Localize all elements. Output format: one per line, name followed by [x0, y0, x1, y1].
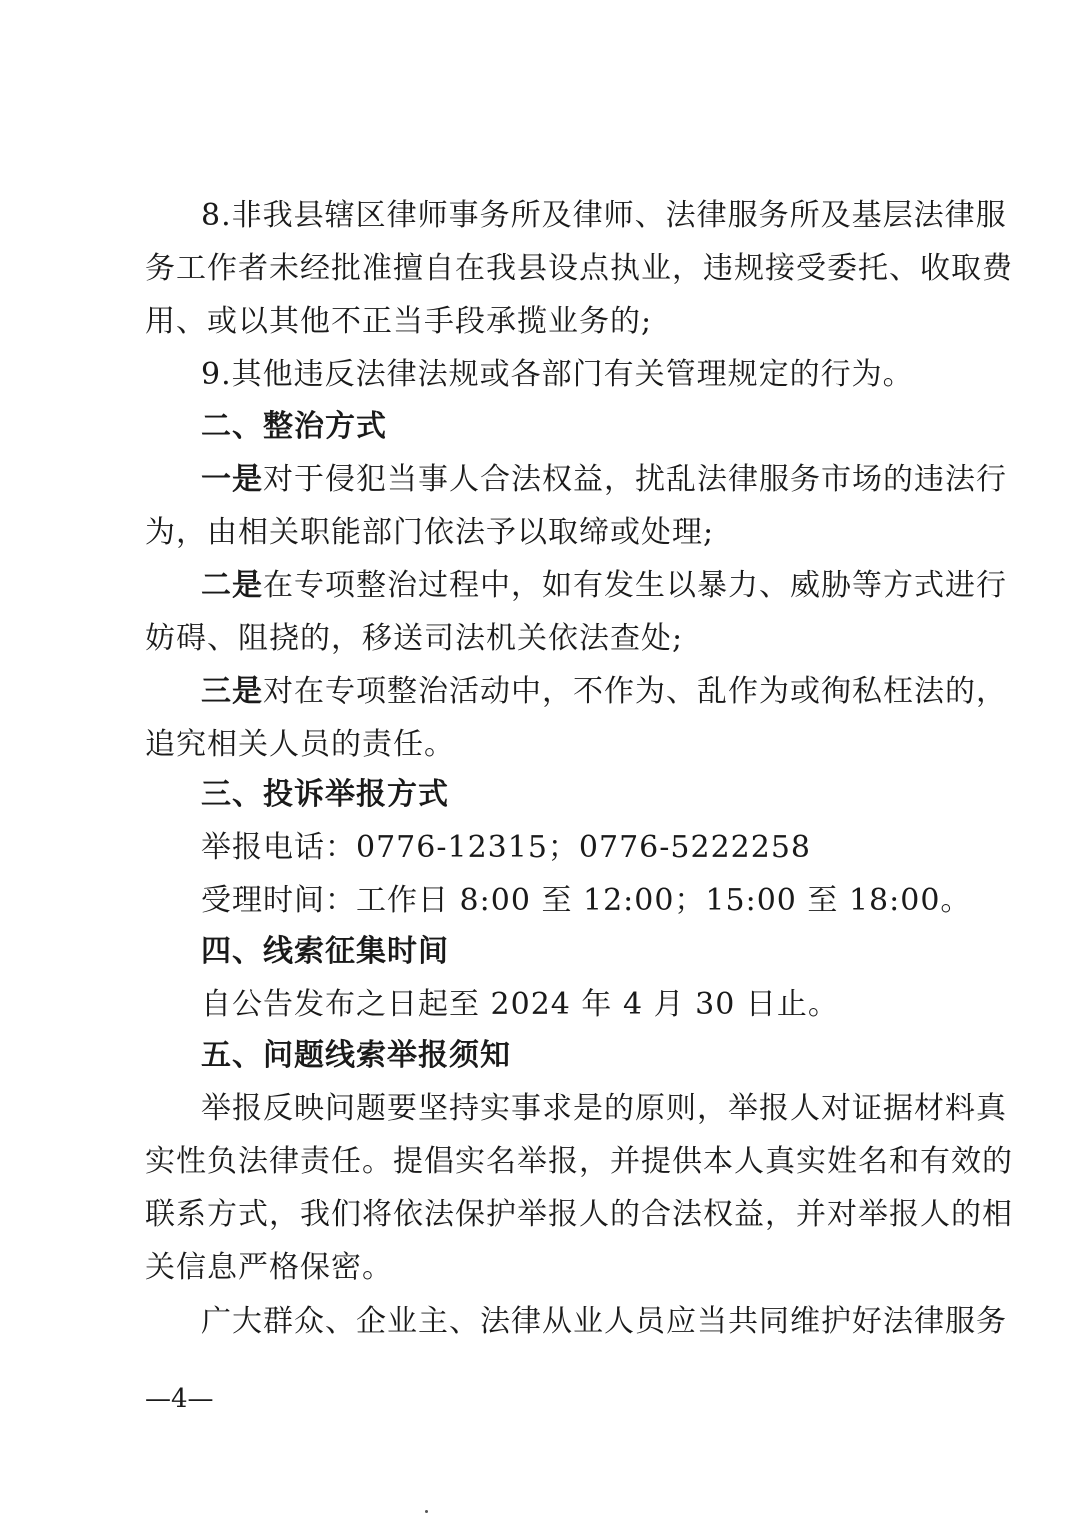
- lead-first: 一是: [201, 462, 263, 497]
- report-phone: 举报电话：0776-12315；0776-5222258: [201, 830, 812, 865]
- section-heading-collection-period: 四、线索征集时间: [201, 934, 449, 969]
- scan-speck: [425, 1510, 428, 1513]
- item-8-line-1: 8.非我县辖区律师事务所及律师、法律服务所及基层法律服: [201, 198, 1007, 233]
- method-1-line-2: 为，由相关职能部门依法予以取缔或处理;: [145, 515, 715, 550]
- method-3-line-1: [201, 672, 1007, 712]
- notice-line-3: 联系方式，我们将依法保护举报人的合法权益，并对举报人的相: [145, 1197, 1013, 1232]
- method-1-text: 对于侵犯当事人合法权益，扰乱法律服务市场的违法行: [263, 462, 1007, 497]
- notice-line-1: 举报反映问题要坚持实事求是的原则，举报人对证据材料真: [201, 1091, 1007, 1126]
- lead-third: 三是: [201, 674, 263, 709]
- section-heading-report-notice: 五、问题线索举报须知: [201, 1038, 511, 1073]
- section-heading-complaint-method: 三、投诉举报方式: [201, 777, 449, 812]
- closing-line: 广大群众、企业主、法律从业人员应当共同维护好法律服务: [201, 1304, 1007, 1339]
- method-2-line-2: 妨碍、阻挠的，移送司法机关依法查处;: [145, 621, 684, 656]
- method-2-line-1: [201, 566, 1007, 606]
- notice-line-4: 关信息严格保密。: [145, 1250, 393, 1285]
- method-3-line-2: 追究相关人员的责任。: [145, 727, 455, 762]
- method-2-text: 在专项整治过程中，如有发生以暴力、威胁等方式进行: [263, 568, 1007, 603]
- page-number: —4—: [145, 1384, 214, 1414]
- item-9-line: 9.其他违反法律法规或各部门有关管理规定的行为。: [201, 357, 914, 392]
- notice-line-2: 实性负法律责任。提倡实名举报，并提供本人真实姓名和有效的: [145, 1144, 1013, 1179]
- section-heading-remediation-method: 二、整治方式: [201, 409, 387, 444]
- collection-period-text: 自公告发布之日起至 2024 年 4 月 30 日止。: [201, 987, 839, 1022]
- method-1-line-1: [201, 460, 1007, 500]
- lead-second: 二是: [201, 568, 263, 603]
- office-hours: 受理时间：工作日 8:00 至 12:00；15:00 至 18:00。: [201, 883, 972, 918]
- item-8-line-2: 务工作者未经批准擅自在我县设点执业，违规接受委托、收取费: [145, 251, 1013, 286]
- method-3-text: 对在专项整治活动中，不作为、乱作为或徇私枉法的，: [263, 674, 1007, 709]
- item-8-line-3: 用、或以其他不正当手段承揽业务的;: [145, 304, 653, 339]
